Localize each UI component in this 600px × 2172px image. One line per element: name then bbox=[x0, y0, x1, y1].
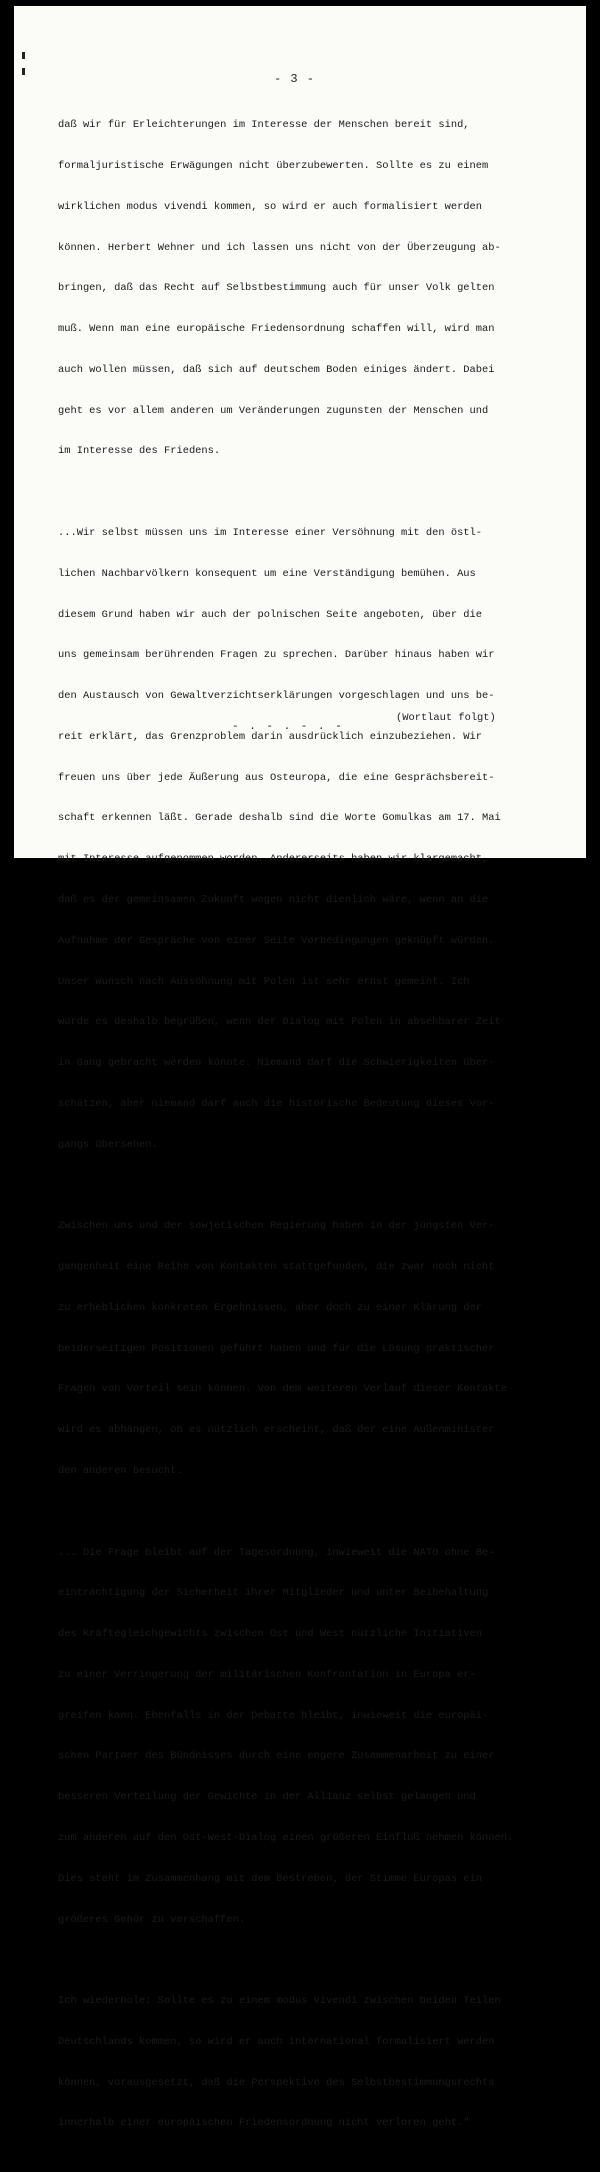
document-body bbox=[58, 92, 558, 2172]
text-line: können, vorausgesetzt, daß die Perspektive des Selbstbestimmungsrechts bbox=[58, 2076, 495, 2089]
text-line: Ich wiederhole: Sollte es zu einem modus vivendi zwischen beiden Teilen bbox=[58, 1995, 501, 2008]
text-line: einträchtigung der Sicherheit ihrer Mitglieder und unter Beibehaltung bbox=[58, 1587, 489, 1600]
text-line: mit Interesse aufgenommen worden. Andererseits haben wir klargemacht, bbox=[58, 853, 489, 866]
text-line: reit erklärt, das Grenzproblem darin ausdrücklich einzubeziehen. Wir bbox=[58, 730, 483, 743]
text-line: gangs übersehen. bbox=[58, 1138, 158, 1151]
text-line: diesem Grund haben wir auch der polnischen Seite angeboten, über die bbox=[58, 608, 483, 621]
page-number: - 3 - bbox=[274, 72, 316, 86]
text-line: Deutschlands kommen, so wird er auch international formalisiert werden bbox=[58, 2035, 495, 2048]
paragraph-4 bbox=[58, 1519, 558, 1954]
text-line: zum anderen auf den Ost-West-Dialog einen größeren Einfluß nehmen können. bbox=[58, 1832, 514, 1844]
text-line: ... Die Frage bleibt auf der Tagesordnung, inwieweit die NATO ohne Be- bbox=[58, 1546, 495, 1559]
text-line: Aufnahme der Gespräche von einer Seite Vorbedingungen geknüpft würden. bbox=[58, 934, 495, 947]
text-line: können. Herbert Wehner und ich lassen uns nicht von der Überzeugung ab- bbox=[58, 241, 501, 254]
section-divider: - . - . - . - bbox=[232, 721, 344, 733]
text-line: innerhalb einer europäischen Friedensordnung nicht verloren geht." bbox=[58, 2117, 470, 2130]
punch-mark bbox=[22, 52, 25, 59]
paragraph-1 bbox=[58, 92, 558, 486]
text-line: bringen, daß das Recht auf Selbstbestimmung auch für unser Volk gelten bbox=[58, 282, 495, 295]
text-line: lichen Nachbarvölkern konsequent um eine Verständigung bemühen. Aus bbox=[58, 567, 476, 580]
text-line: wirklichen modus vivendi kommen, so wird er auch formalisiert werden bbox=[58, 200, 483, 213]
text-line: in Gang gebracht werden könnte. Niemand darf die Schwierigkeiten über- bbox=[58, 1057, 495, 1070]
text-line: schaft erkennen läßt. Gerade deshalb sind die Worte Gomulkas am 17. Mai bbox=[58, 812, 501, 825]
text-line: schen Partner des Bündnisses durch eine engere Zusammenarbeit zu einer bbox=[58, 1750, 495, 1763]
text-line: besseren Verteilung der Gewichte in der Allianz selbst gelangen und bbox=[58, 1791, 476, 1804]
text-line: formaljuristische Erwägungen nicht überzubewerten. Sollte es zu einem bbox=[58, 159, 489, 172]
text-line: zu einer Verringerung der militärischen Konfrontation in Europa er- bbox=[58, 1668, 476, 1681]
text-line: Zwischen uns und der sowjetischen Regierung haben in der jüngsten Ver- bbox=[58, 1220, 495, 1233]
paragraph-5 bbox=[58, 1968, 558, 2158]
text-line: größeres Gehör zu verschaffen. bbox=[58, 1913, 246, 1926]
text-line: gangenheit eine Reihe von Kontakten stattgefunden, die zwar noch nicht bbox=[58, 1261, 495, 1274]
text-line: auch wollen müssen, daß sich auf deutschem Boden einiges ändert. Dabei bbox=[58, 363, 495, 376]
text-line: wird es abhängen, ob es nützlich erscheint, daß der eine Außenminister bbox=[58, 1424, 495, 1437]
paragraph-3 bbox=[58, 1193, 558, 1506]
text-line: zu erheblichen konkreten Ergebnissen, aber doch zu einer Klärung der bbox=[58, 1301, 483, 1314]
text-line: muß. Wenn man eine europäische Friedensordnung schaffen will, wird man bbox=[58, 323, 495, 336]
punch-mark bbox=[22, 68, 25, 75]
text-line: ...Wir selbst müssen uns im Interesse einer Versöhnung mit den östl- bbox=[58, 527, 483, 539]
text-line: freuen uns über jede Äußerung aus Osteuropa, die eine Gesprächsbereit- bbox=[58, 771, 495, 784]
text-line: würde es deshalb begrüßen, wenn der Dialog mit Polen in absehbarer Zeit bbox=[58, 1016, 501, 1029]
text-line: schätzen, aber niemand darf auch die historische Bedeutung dieses Vor- bbox=[58, 1097, 495, 1110]
text-line: beiderseitigen Positionen geführt haben und für die Lösung praktischer bbox=[58, 1342, 495, 1355]
text-line: den Austausch von Gewaltverzichtserklärungen vorgeschlagen und uns be- bbox=[58, 690, 495, 703]
text-line: uns gemeinsam berührenden Fragen zu sprechen. Darüber hinaus haben wir bbox=[58, 649, 495, 662]
text-line: daß es der gemeinsamen Zukunft wegen nicht dienlich wäre, wenn an die bbox=[58, 894, 489, 907]
text-line: Fragen von Vorteil sein können. Von dem weiteren Verlauf dieser Kontakte bbox=[58, 1383, 507, 1396]
text-line: Unser Wunsch nach Aussöhnung mit Polen ist sehr ernst gemeint. Ich bbox=[58, 975, 470, 988]
text-line: daß wir für Erleichterungen im Interesse der Menschen bereit sind, bbox=[58, 119, 470, 132]
text-line: geht es vor allem anderen um Veränderungen zugunsten der Menschen und bbox=[58, 404, 489, 417]
text-line: des Kräftegleichgewichts zwischen Ost und West nützliche Initiativen bbox=[58, 1628, 483, 1641]
text-line: im Interesse des Friedens. bbox=[58, 445, 221, 458]
paragraph-2 bbox=[58, 500, 558, 1180]
closing-note: (Wortlaut folgt) bbox=[396, 712, 496, 724]
text-line: greifen kann. Ebenfalls in der Debatte bleibt, inwieweit die europäi- bbox=[58, 1709, 489, 1722]
text-line: den anderen besucht. bbox=[58, 1464, 183, 1477]
text-line: Dies steht im Zusammenhang mit dem Bestreben, der Stimme Europas ein bbox=[58, 1872, 483, 1885]
document-page bbox=[14, 6, 586, 2130]
